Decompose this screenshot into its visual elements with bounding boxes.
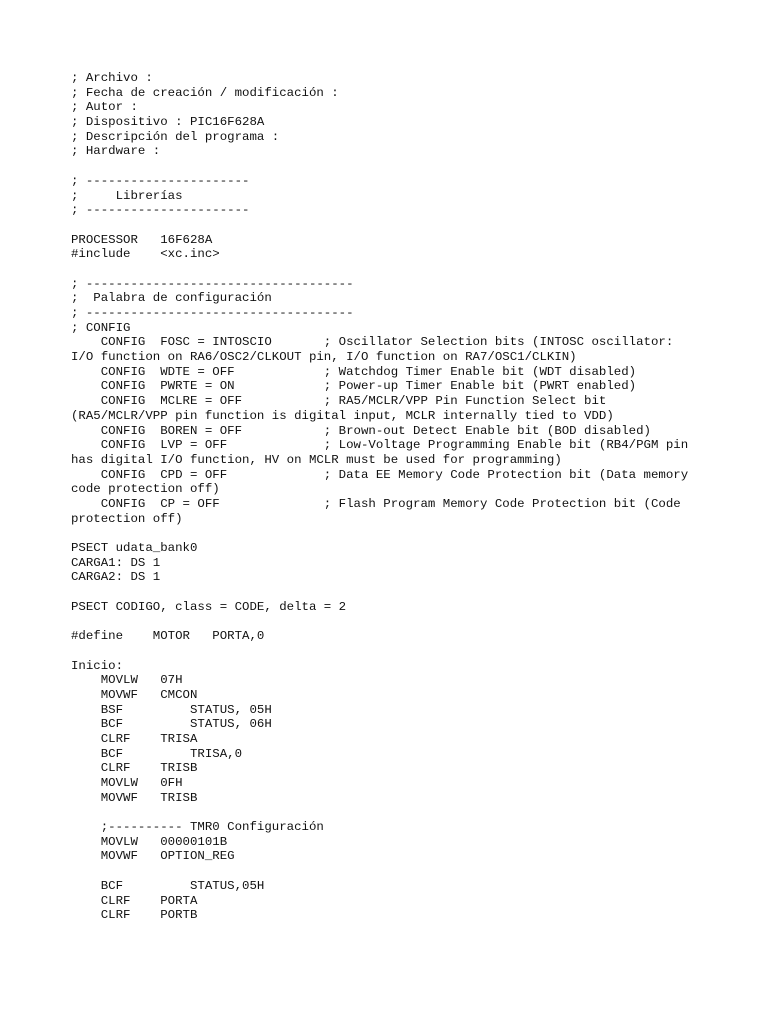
code-line: code protection off) xyxy=(71,482,220,497)
code-line: PROCESSOR 16F628A xyxy=(71,232,213,247)
code-line: protection off) xyxy=(71,511,183,526)
code-line: BCF TRISA,0 xyxy=(71,746,243,761)
code-line: ; Archivo : xyxy=(71,71,153,85)
code-line: ;---------- TMR0 Configuración xyxy=(71,820,324,835)
code-line: MOVLW 07H xyxy=(71,673,183,688)
code-line: ; Librerías xyxy=(71,188,183,203)
code-line xyxy=(71,614,751,629)
code-line: CLRF TRISB xyxy=(71,761,198,776)
code-line: #include <xc.inc> xyxy=(71,247,220,262)
code-line: CLRF PORTB xyxy=(71,908,198,923)
code-line: CARGA1: DS 1 xyxy=(71,555,161,570)
code-line: PSECT CODIGO, class = CODE, delta = 2 xyxy=(71,599,347,614)
code-line: CLRF PORTA xyxy=(71,893,198,908)
code-line xyxy=(71,864,751,879)
code-line: CARGA2: DS 1 xyxy=(71,570,161,585)
code-line: I/O function on RA6/OSC2/CLKOUT pin, I/O function on RA7/OSC1/CLKIN) xyxy=(71,350,577,365)
code-line: #define MOTOR PORTA,0 xyxy=(71,629,265,644)
code-line: ; ------------------------------------ xyxy=(71,276,354,291)
code-line: CONFIG LVP = OFF ; Low-Voltage Programming Enable bit (RB4/PGM pin xyxy=(71,438,689,453)
code-line: MOVLW 0FH xyxy=(71,776,183,790)
code-line: CONFIG CPD = OFF ; Data EE Memory Code Protection bit (Data memory xyxy=(71,467,689,482)
code-document xyxy=(71,71,751,923)
code-line: has digital I/O function, HV on MCLR must be used for programming) xyxy=(71,452,562,467)
code-line: ; Descripción del programa : xyxy=(71,129,280,144)
code-line xyxy=(71,644,751,659)
code-line: MOVWF OPTION_REG xyxy=(71,849,235,864)
code-line: BSF STATUS, 05H xyxy=(71,702,272,717)
code-line: ; Autor : xyxy=(71,100,138,115)
code-line: CONFIG CP = OFF ; Flash Program Memory Code Protection bit (Code xyxy=(71,496,681,511)
code-line: ; Hardware : xyxy=(71,144,161,159)
code-line xyxy=(71,262,751,277)
code-line: BCF STATUS,05H xyxy=(71,878,265,893)
code-line: BCF STATUS, 06H xyxy=(71,717,272,732)
code-line: ; ---------------------- xyxy=(71,203,250,218)
code-line: CONFIG PWRTE = ON ; Power-up Timer Enable bit (PWRT enabled) xyxy=(71,379,637,394)
code-line: MOVLW 00000101B xyxy=(71,834,228,849)
code-line: ; CONFIG xyxy=(71,320,131,335)
code-line: ; ------------------------------------ xyxy=(71,306,354,320)
code-line: MOVWF TRISB xyxy=(71,790,198,805)
code-line: CONFIG BOREN = OFF ; Brown-out Detect Enable bit (BOD disabled) xyxy=(71,423,651,438)
code-line: ; ---------------------- xyxy=(71,173,250,188)
code-line: CLRF TRISA xyxy=(71,731,198,746)
code-line: PSECT udata_bank0 xyxy=(71,541,198,555)
code-line: CONFIG FOSC = INTOSCIO ; Oscillator Selection bits (INTOSC oscillator: xyxy=(71,335,674,350)
code-line xyxy=(71,159,751,174)
code-line: ; Dispositivo : PIC16F628A xyxy=(71,115,265,130)
code-line: CONFIG WDTE = OFF ; Watchdog Timer Enable bit (WDT disabled) xyxy=(71,364,637,379)
code-line xyxy=(71,218,751,233)
code-line xyxy=(71,585,751,600)
code-line: ; Palabra de configuración xyxy=(71,291,272,306)
code-line xyxy=(71,526,751,541)
code-line: ; Fecha de creación / modificación : xyxy=(71,85,339,100)
code-line: (RA5/MCLR/VPP pin function is digital input, MCLR internally tied to VDD) xyxy=(71,408,614,423)
code-line xyxy=(71,805,751,820)
code-line: MOVWF CMCON xyxy=(71,687,198,702)
code-line: Inicio: xyxy=(71,658,124,673)
code-line: CONFIG MCLRE = OFF ; RA5/MCLR/VPP Pin Function Select bit xyxy=(71,394,607,409)
